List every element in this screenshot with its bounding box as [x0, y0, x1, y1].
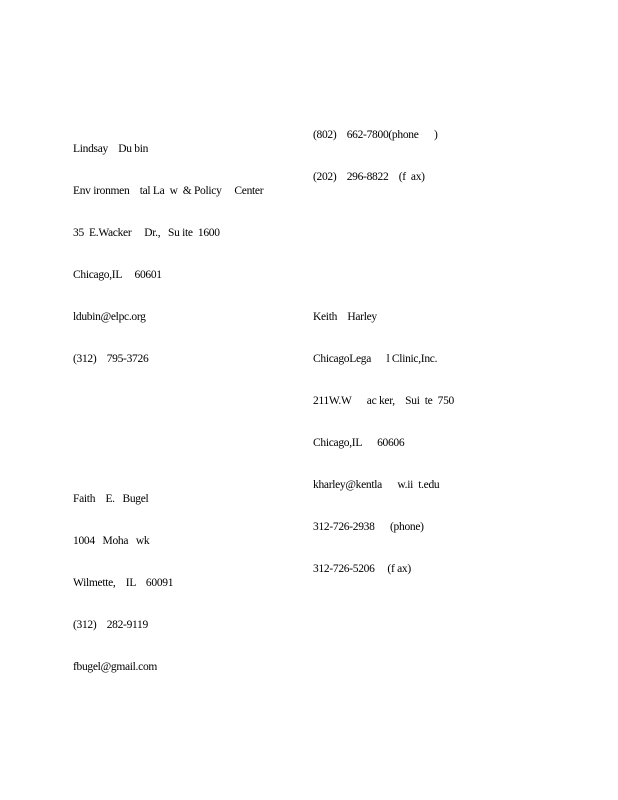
contact-email: kharley@kentla w.ii t.edu	[313, 479, 440, 491]
contact-name: Lindsay Du bin	[73, 143, 149, 155]
left-contact-column	[73, 86, 263, 730]
contact-email: fbugel@gmail.com	[73, 661, 158, 673]
block-spacer	[313, 240, 454, 254]
contact-street-address: 211W.W ac ker, Sui te 750	[313, 395, 454, 407]
block-spacer	[73, 422, 263, 436]
contact-street-address: 35 E.Wacker Dr., Su ite 1600	[73, 227, 220, 239]
contact-street-address: 1004 Moha wk	[73, 535, 150, 547]
contact-organization: ChicagoLega l Clinic,Inc.	[313, 353, 438, 365]
right-contact-column	[313, 72, 454, 632]
contact-email: ldubin@elpc.org	[73, 311, 146, 323]
contact-phone: (312) 795-3726	[73, 353, 149, 365]
contact-phone: (312) 282-9119	[73, 619, 148, 631]
contact-block-bugel	[73, 464, 263, 702]
contact-city-state-zip: Wilmette, IL 60091	[73, 577, 174, 589]
contact-block-phones	[313, 100, 454, 212]
contact-city-state-zip: Chicago,IL 60606	[313, 437, 405, 449]
contact-name: Keith Harley	[313, 311, 377, 323]
contact-phone: (802) 662-7800(phone )	[313, 129, 438, 141]
contact-block-dubin	[73, 114, 263, 394]
contact-phone: 312-726-2938 (phone)	[313, 521, 424, 533]
contact-fax: (202) 296-8822 (f ax)	[313, 171, 425, 183]
contact-organization: Env ironmen tal La w & Policy Center	[73, 185, 264, 197]
contact-name: Faith E. Bugel	[73, 493, 149, 505]
contact-fax: 312-726-5206 (f ax)	[313, 563, 411, 575]
contact-block-harley	[313, 282, 454, 604]
contact-city-state-zip: Chicago,IL 60601	[73, 269, 162, 281]
